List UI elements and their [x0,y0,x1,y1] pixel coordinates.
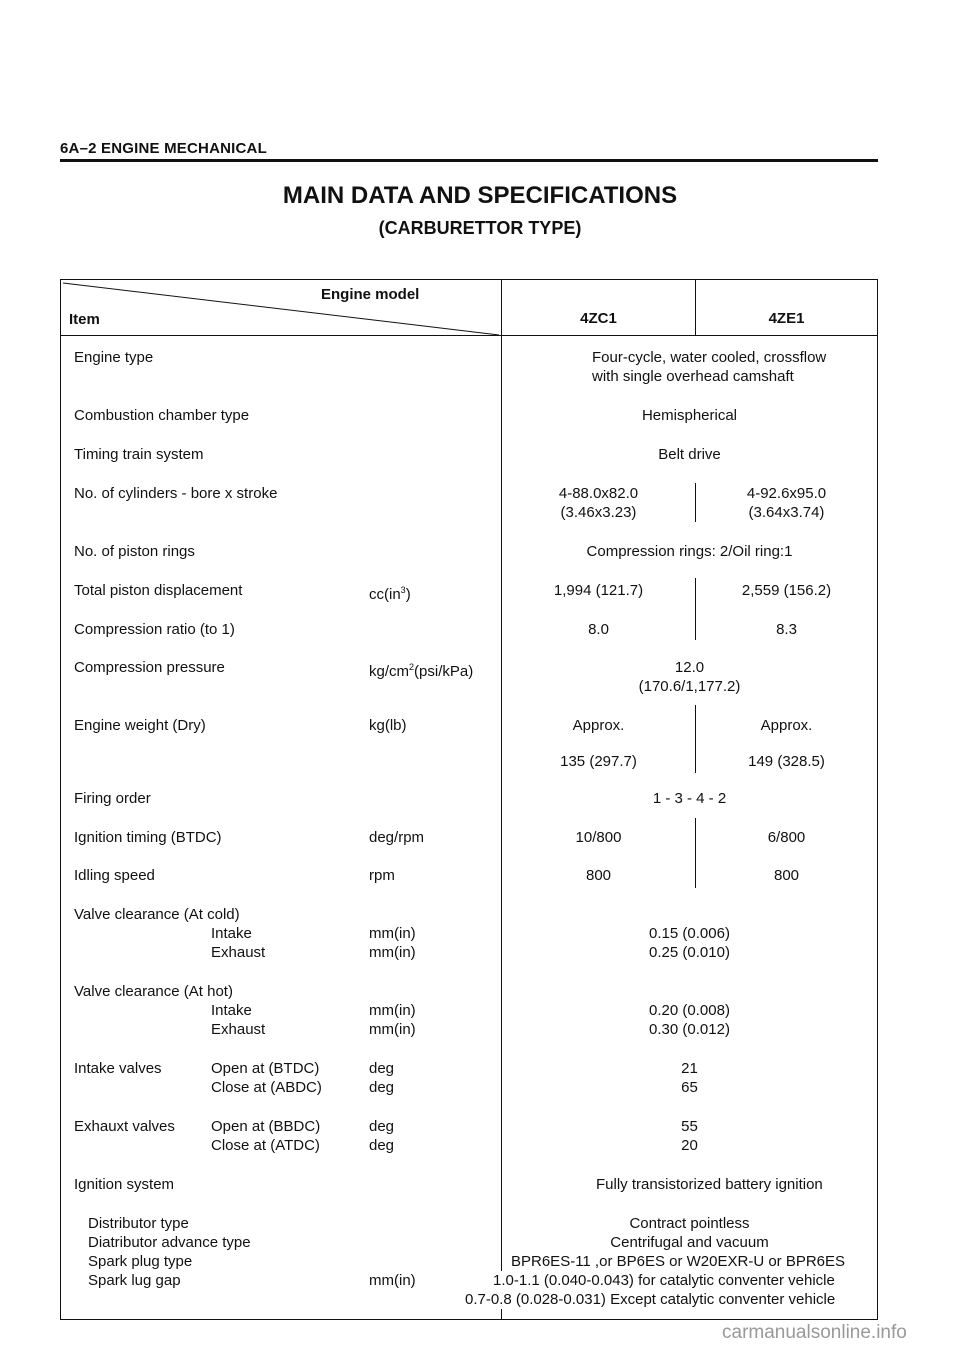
row-cylinders-divider [695,483,696,522]
corner-engine-model: Engine model [321,286,420,303]
row-idling-unit: rpm [369,867,395,884]
row-engine-type-value-2: with single overhead camshaft [592,368,794,385]
row-spark-plug-label: Spark plug type [88,1253,193,1270]
row-spark-gap-label: Spark lug gap [88,1272,181,1289]
row-valve-cold-unit-2: mm(in) [369,944,416,961]
row-spark-gap-value-2: 0.7-0.8 (0.028-0.031) Except catalytic conventer vehicle [465,1291,836,1308]
row-cylinders-label: No. of cylinders - bore x stroke [74,485,278,502]
row-exhaust-valves-close: Close at (ATDC) [211,1137,320,1154]
row-engine-type-label: Engine type [74,349,154,366]
row-valve-cold-value-2: 0.25 (0.010) [649,944,730,961]
row-displacement-label: Total piston displacement [74,582,243,599]
unit-end: ) [405,586,411,603]
watermark: carmanualsonline.info [722,1322,907,1343]
row-ratio-label: Compression ratio (to 1) [74,621,235,638]
row-cylinders-4zc1-1: 4-88.0x82.0 [558,485,639,502]
row-distributor-label: Distributor type [88,1215,189,1232]
section-header: 6A–2 ENGINE MECHANICAL [60,140,267,157]
row-ratio-4zc1: 8.0 [588,621,609,638]
row-intake-valves-open: Open at (BTDC) [211,1060,320,1077]
row-valve-cold-value-1: 0.15 (0.006) [649,925,730,942]
row-valve-hot-unit-2: mm(in) [369,1021,416,1038]
row-displacement-4ze1: 2,559 (156.2) [741,582,832,599]
row-firing-label: Firing order [74,790,151,807]
row-intake-valves-value-1: 21 [681,1060,698,1077]
row-intake-valves-close: Close at (ABDC) [211,1079,322,1096]
row-exhaust-valves-unit-2: deg [369,1137,395,1154]
row-intake-valves-unit-2: deg [369,1079,395,1096]
row-idling-label: Idling speed [74,867,155,884]
row-valve-cold-label: Valve clearance (At cold) [74,906,240,923]
row-firing-value: 1 - 3 - 4 - 2 [652,790,727,807]
unit-end: (psi/kPa) [414,663,474,680]
row-pressure-unit [369,658,473,681]
row-pressure-value-1: 12.0 [674,659,705,676]
row-combustion-label: Combustion chamber type [74,407,250,424]
unit-base: kg/cm [369,663,410,680]
row-distributor-value: Contract pointless [629,1215,750,1232]
row-cylinders-4ze1-2: (3.64x3.74) [748,504,825,521]
page-subtitle: (CARBURETTOR TYPE) [378,218,582,238]
row-exhaust-valves-label: Exhauxt valves [74,1118,175,1135]
row-weight-unit: kg(lb) [369,717,407,734]
row-exhaust-valves-value-1: 55 [681,1118,698,1135]
row-ignition-timing-4ze1: 6/800 [767,829,806,846]
row-exhaust-valves-open: Open at (BBDC) [211,1118,321,1135]
row-pressure-label: Compression pressure [74,659,225,676]
row-weight-divider [695,705,696,773]
row-rings-value: Compression rings: 2/Oil ring:1 [586,543,793,560]
unit-base: cc(in [369,586,401,603]
row-weight-4zc1-1: Approx. [572,717,625,734]
row-spark-gap-unit: mm(in) [369,1272,416,1289]
row-intake-valves-unit-1: deg [369,1060,395,1077]
row-intake-valves-label: Intake valves [74,1060,162,1077]
unit-superscript: 2 [409,662,415,672]
row-spark-plug-value: BPR6ES-11 ,or BP6ES or W20EXR-U or BPR6ES [511,1253,846,1270]
row-ignition-timing-label: Ignition timing (BTDC) [74,829,222,846]
row-rings-label: No. of piston rings [74,543,195,560]
page-title: MAIN DATA AND SPECIFICATIONS [282,182,678,209]
row-displacement-4zc1: 1,994 (121.7) [553,582,644,599]
row-ignition-timing-unit: deg/rpm [369,829,425,846]
corner-item: Item [69,311,100,328]
row-valve-hot-value-1: 0.20 (0.008) [649,1002,730,1019]
row-idling-4zc1: 800 [585,867,612,884]
unit-superscript: 3 [400,585,406,595]
row-valve-cold-exhaust: Exhaust [211,944,266,961]
col-header-4ze1: 4ZE1 [768,310,805,327]
row-ignition-system-label: Ignition system [74,1176,175,1193]
spec-table [60,279,878,1320]
row-idling-4ze1: 800 [773,867,800,884]
row-advance-label: Diatributor advance type [88,1234,251,1251]
row-weight-label: Engine weight (Dry) [74,717,206,734]
row-valve-cold-intake: Intake [211,925,252,942]
row-valve-hot-exhaust: Exhaust [211,1021,266,1038]
row-ignition-timing-4zc1: 10/800 [575,829,622,846]
row-spark-gap-value-1: 1.0-1.1 (0.040-0.043) for catalytic conventer vehicle [493,1272,835,1289]
row-exhaust-valves-unit-1: deg [369,1118,395,1135]
row-pressure-value-2: (170.6/1,177.2) [638,678,741,695]
row-timing-idling-divider [695,818,696,888]
row-cylinders-4ze1-1: 4-92.6x95.0 [746,485,827,502]
row-valve-hot-unit-1: mm(in) [369,1002,416,1019]
corner-diagonal [61,280,502,336]
row-cylinders-4zc1-2: (3.46x3.23) [560,504,637,521]
header-rule [60,159,878,162]
row-ignition-system-value: Fully transistorized battery ignition [596,1176,823,1193]
row-intake-valves-value-2: 65 [681,1079,698,1096]
row-timing-label: Timing train system [74,446,204,463]
col-header-4zc1: 4ZC1 [580,310,617,327]
row-exhaust-valves-value-2: 20 [681,1137,698,1154]
row-ratio-4ze1: 8.3 [776,621,797,638]
row-displacement-unit [369,581,411,604]
row-weight-4ze1-1: Approx. [760,717,813,734]
row-advance-value: Centrifugal and vacuum [610,1234,769,1251]
row-valve-hot-value-2: 0.30 (0.012) [649,1021,730,1038]
row-valve-hot-intake: Intake [211,1002,252,1019]
row-timing-value: Belt drive [658,446,721,463]
row-engine-type-value-1: Four-cycle, water cooled, crossflow [592,349,827,366]
row-weight-4ze1-2: 149 (328.5) [748,753,825,770]
row-weight-4zc1-2: 135 (297.7) [560,753,637,770]
row-combustion-value: Hemispherical [641,407,738,424]
row-valve-hot-label: Valve clearance (At hot) [74,983,233,1000]
row-valve-cold-unit-1: mm(in) [369,925,416,942]
